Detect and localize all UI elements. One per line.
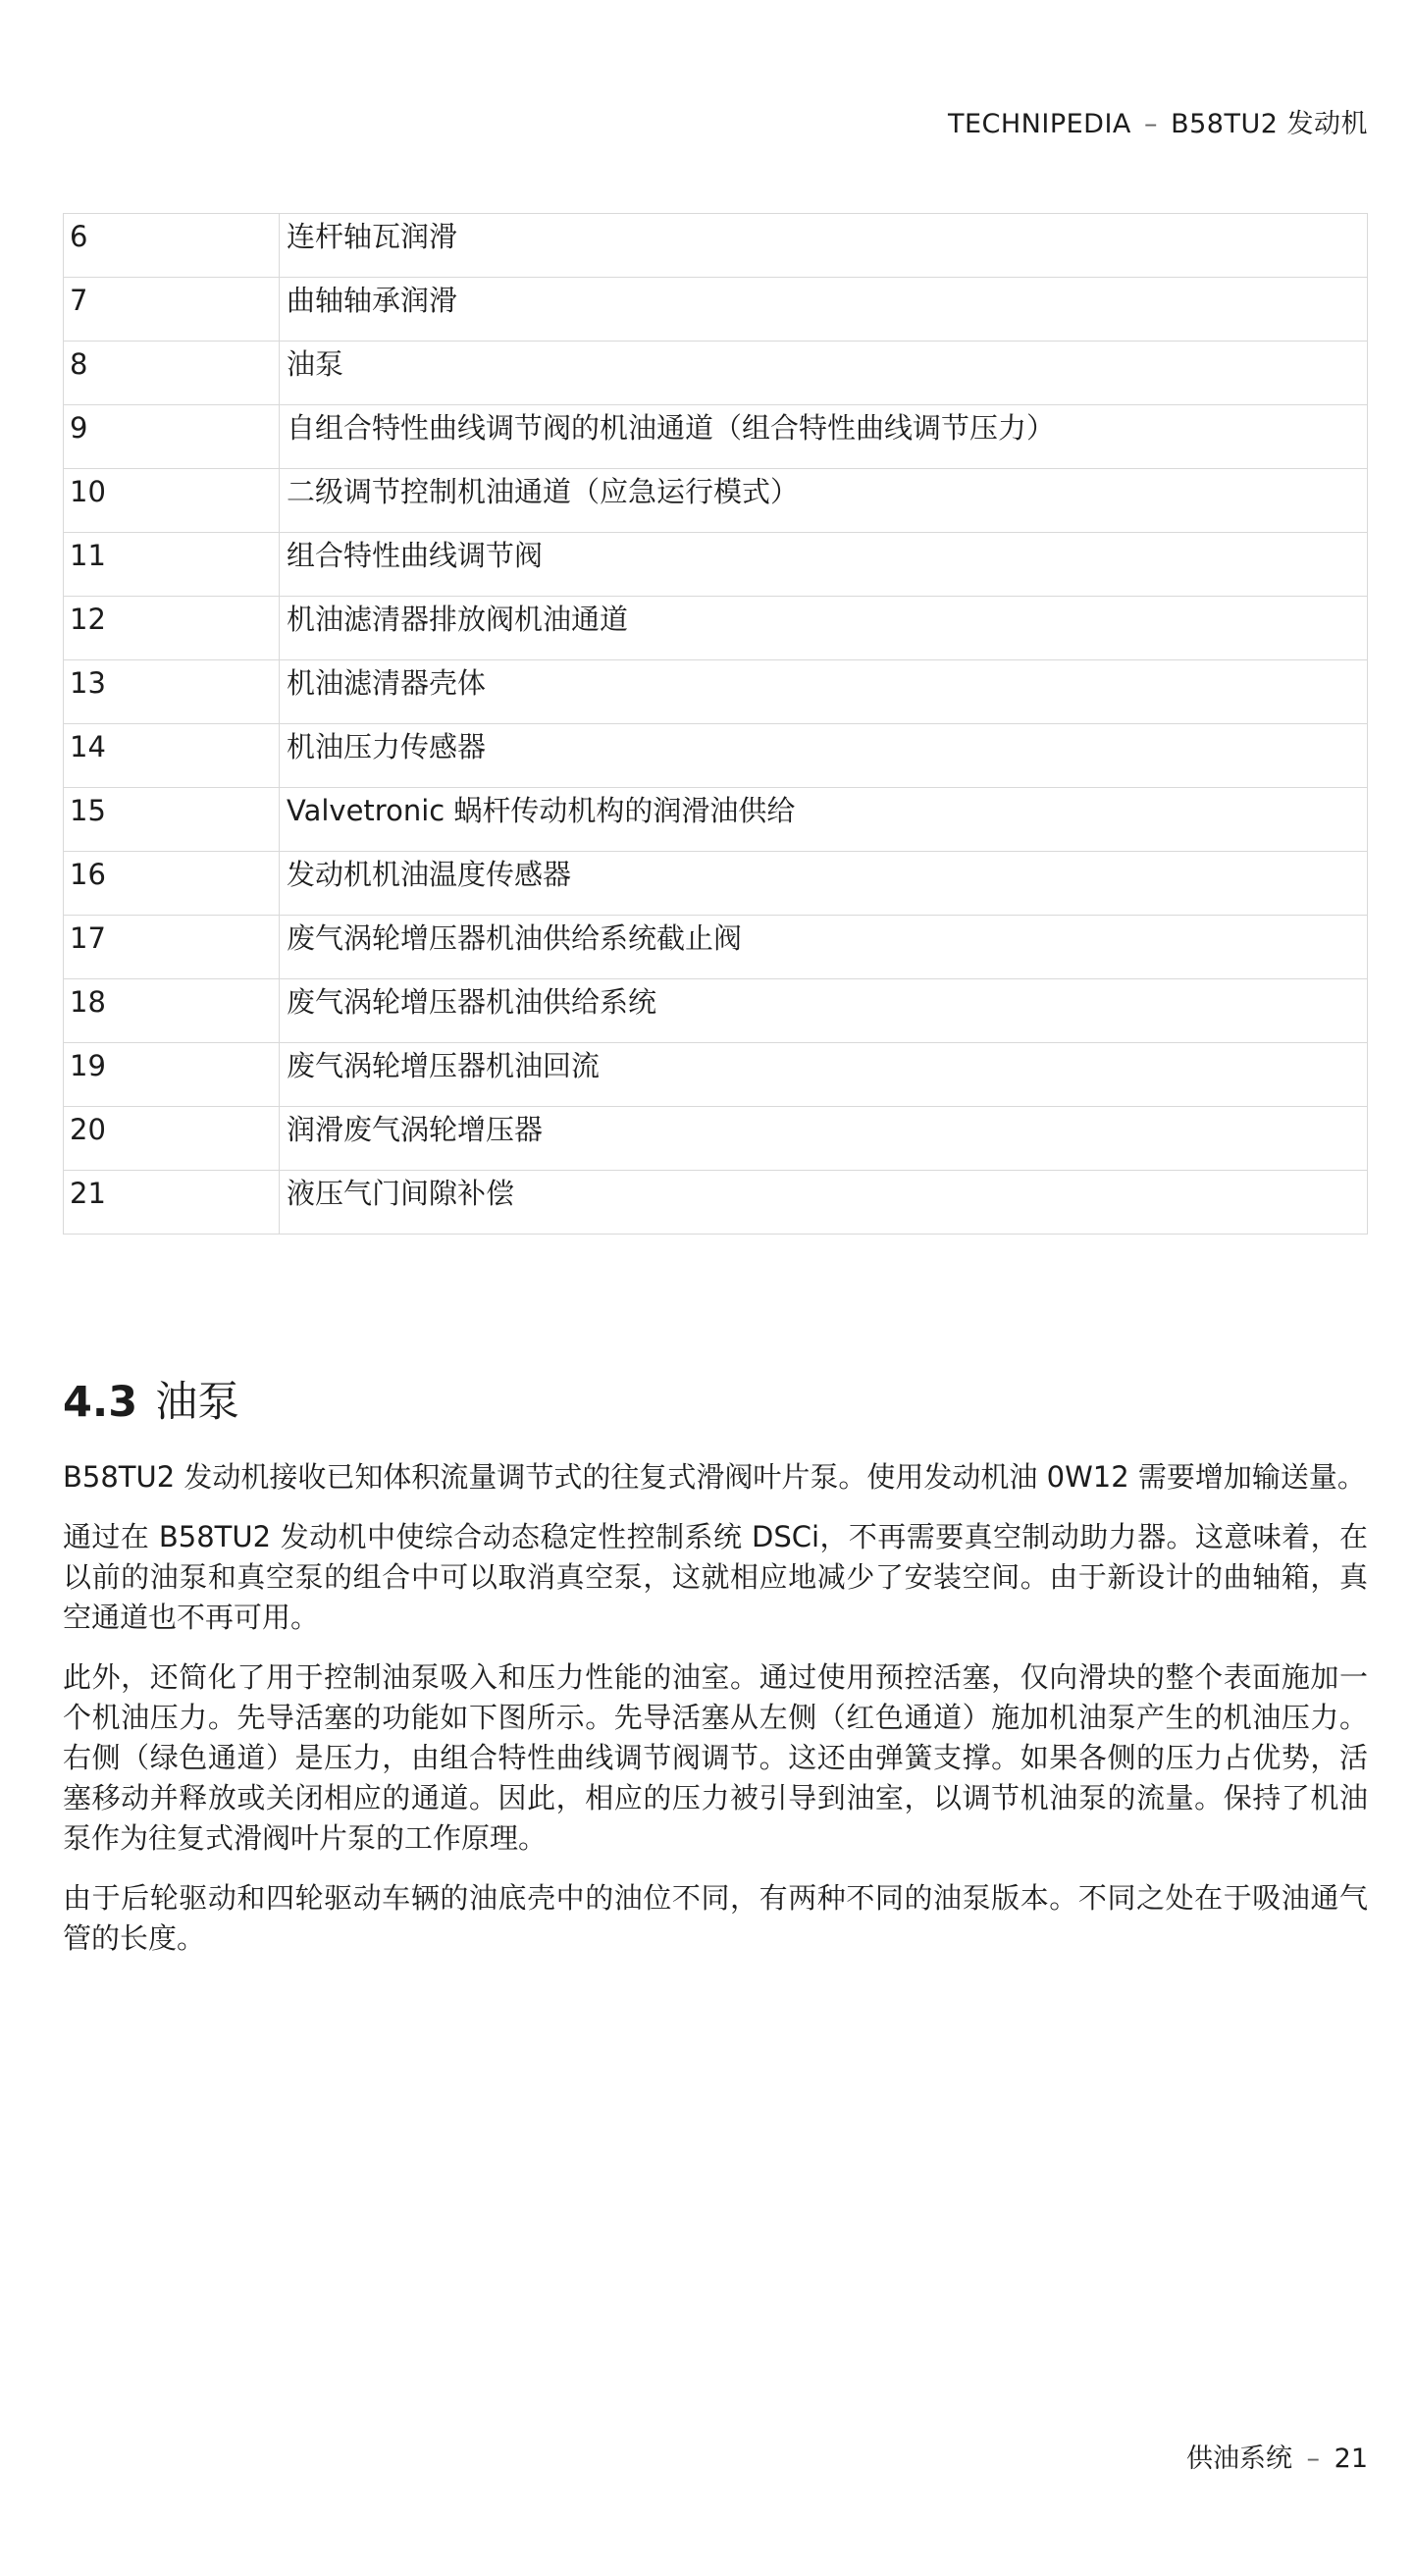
row-number: 15 [64, 788, 280, 852]
page-footer [1186, 2437, 1368, 2475]
section-heading [63, 1369, 239, 1429]
row-description: 二级调节控制机油通道（应急运行模式） [280, 469, 1368, 533]
row-description: 液压气门间隙补偿 [280, 1171, 1368, 1235]
row-number: 21 [64, 1171, 280, 1235]
header-brand: TECHNIPEDIA [947, 109, 1131, 139]
row-number: 18 [64, 979, 280, 1043]
row-description: 废气涡轮增压器机油供给系统截止阀 [280, 916, 1368, 979]
row-number: 19 [64, 1043, 280, 1107]
section-title: 油泵 [155, 1378, 240, 1427]
row-description: 油泵 [280, 342, 1368, 405]
table-row [64, 405, 1368, 469]
row-number: 16 [64, 852, 280, 916]
legend-table [63, 213, 1368, 1235]
table-row [64, 342, 1368, 405]
row-number: 20 [64, 1107, 280, 1171]
row-description: 废气涡轮增压器机油回流 [280, 1043, 1368, 1107]
section-number: 4.3 [63, 1378, 138, 1427]
row-number: 11 [64, 533, 280, 597]
row-description: 自组合特性曲线调节阀的机油通道（组合特性曲线调节压力） [280, 405, 1368, 469]
table-row [64, 724, 1368, 788]
row-number: 7 [64, 278, 280, 342]
table-row [64, 1107, 1368, 1171]
table-row [64, 660, 1368, 724]
row-number: 10 [64, 469, 280, 533]
legend-table-body [64, 214, 1368, 1235]
header-separator: – [1144, 109, 1158, 139]
row-description: 机油压力传感器 [280, 724, 1368, 788]
row-number: 17 [64, 916, 280, 979]
row-description: 组合特性曲线调节阀 [280, 533, 1368, 597]
row-number: 13 [64, 660, 280, 724]
row-description: 机油滤清器壳体 [280, 660, 1368, 724]
row-number: 12 [64, 597, 280, 660]
table-row [64, 469, 1368, 533]
row-description: 润滑废气涡轮增压器 [280, 1107, 1368, 1171]
row-number: 8 [64, 342, 280, 405]
table-row [64, 788, 1368, 852]
section-body [63, 1457, 1368, 1978]
row-description: 发动机机油温度传感器 [280, 852, 1368, 916]
table-row [64, 1043, 1368, 1107]
row-number: 9 [64, 405, 280, 469]
row-description: Valvetronic 蜗杆传动机构的润滑油供给 [280, 788, 1368, 852]
table-row [64, 979, 1368, 1043]
header-title: B58TU2 发动机 [1171, 109, 1368, 139]
body-paragraph: 此外，还简化了用于控制油泵吸入和压力性能的油室。通过使用预控活塞，仅向滑块的整个表面施加一个机油压力。先导活塞的功能如下图所示。先导活塞从左侧（红色通道）施加机油泵产生的机油压力。右侧（绿色通道）是压力，由组合特性曲线调节阀调节。这还由弹簧支撑。如果各侧的压力占优势，活塞移动并释放或关闭相应的通道。因此，相应的压力被引导到油室，以调节机油泵的流量。保持了机油泵作为往复式滑阀叶片泵的工作原理。 [63, 1660, 1368, 1855]
row-description: 曲轴轴承润滑 [280, 278, 1368, 342]
footer-separator: – [1306, 2444, 1321, 2474]
row-description: 废气涡轮增压器机油供给系统 [280, 979, 1368, 1043]
table-row [64, 916, 1368, 979]
table-row [64, 852, 1368, 916]
row-description: 机油滤清器排放阀机油通道 [280, 597, 1368, 660]
footer-chapter: 供油系统 [1185, 2444, 1292, 2474]
table-row [64, 214, 1368, 278]
page-header [948, 102, 1368, 140]
body-paragraph: 通过在 B58TU2 发动机中使综合动态稳定性控制系统 DSCi，不再需要真空制动助力器。这意味着，在以前的油泵和真空泵的组合中可以取消真空泵，这就相应地减少了安装空间。由于新设计的曲轴箱，真空通道也不再可用。 [63, 1520, 1368, 1634]
row-number: 6 [64, 214, 280, 278]
page-number: 21 [1334, 2444, 1368, 2474]
table-row [64, 597, 1368, 660]
table-row [64, 1171, 1368, 1235]
row-description: 连杆轴瓦润滑 [280, 214, 1368, 278]
row-number: 14 [64, 724, 280, 788]
body-paragraph: B58TU2 发动机接收已知体积流量调节式的往复式滑阀叶片泵。使用发动机油 0W12 需要增加输送量。 [63, 1460, 1366, 1494]
table-row [64, 533, 1368, 597]
body-paragraph: 由于后轮驱动和四轮驱动车辆的油底壳中的油位不同，有两种不同的油泵版本。不同之处在于吸油通气管的长度。 [63, 1881, 1368, 1955]
table-row [64, 278, 1368, 342]
